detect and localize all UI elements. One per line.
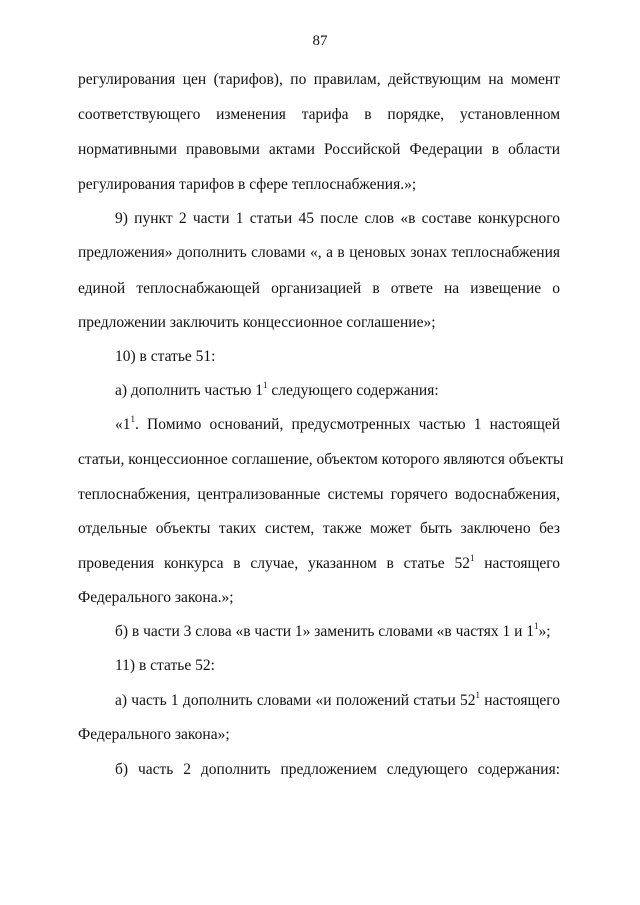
- text-line: отдельные объекты таких систем, также может быть заключено без: [78, 520, 560, 537]
- text-fragment: б) в части 3 слова «в части 1» заменить словами «в частях 1 и 1: [115, 623, 534, 640]
- text-line: соответствующего изменения тарифа в порядке, установленном: [78, 106, 560, 123]
- text-fragment: а) часть 1 дополнить словами «и положений статьи 52: [115, 692, 476, 709]
- text-line: 9) пункт 2 части 1 статьи 45 после слов «в составе конкурсного: [115, 210, 560, 227]
- text-fragment: настоящего: [474, 555, 560, 572]
- text-line: 11) в статье 52:: [115, 657, 215, 674]
- text-line: Федерального закона»;: [78, 726, 230, 743]
- text-fragment: . Помимо оснований, предусмотренных частью 1 настоящей: [135, 416, 560, 433]
- superscript: 1: [130, 413, 135, 424]
- text-line: предложения» дополнить словами «, а в ценовых зонах теплоснабжения: [78, 244, 560, 261]
- text-line: единой теплоснабжающей организацией в ответе на извещение о: [78, 280, 560, 297]
- text-line: б) часть 2 дополнить предложением следующего содержания:: [115, 761, 560, 778]
- text-fragment: а) дополнить частью 1: [115, 382, 264, 399]
- text-line: [115, 622, 560, 642]
- text-line: [115, 381, 560, 401]
- text-fragment: настоящего: [480, 692, 560, 709]
- superscript: 1: [469, 552, 475, 563]
- text-fragment: »;: [538, 623, 551, 640]
- text-line: Федерального закона.»;: [78, 589, 234, 606]
- text-line: предложении заключить концессионное соглашение»;: [78, 314, 436, 331]
- superscript: 1: [263, 379, 268, 390]
- superscript: 1: [534, 620, 539, 631]
- text-line: регулирования тарифов в сфере теплоснабжения.»;: [78, 176, 417, 193]
- text-line: нормативными правовыми актами Российской Федерации в области: [78, 141, 560, 158]
- text-line: [78, 554, 560, 574]
- text-line: 10) в статье 51:: [115, 348, 216, 365]
- text-fragment: «1: [115, 416, 131, 433]
- text-line: регулирования цен (тарифов), по правилам, действующим на момент: [78, 71, 560, 88]
- page-number: 87: [312, 33, 328, 49]
- text-line: [115, 691, 560, 711]
- text-fragment: следующего содержания:: [267, 382, 439, 399]
- text-fragment: проведения конкурса в случае, указанном в статье 52: [78, 555, 470, 572]
- text-line: [115, 415, 560, 435]
- text-line: теплоснабжения, централизованные системы горячего водоснабжения,: [78, 486, 560, 503]
- text-line: статьи, концессионное соглашение, объектом которого являются объекты: [78, 451, 564, 468]
- superscript: 1: [475, 689, 480, 700]
